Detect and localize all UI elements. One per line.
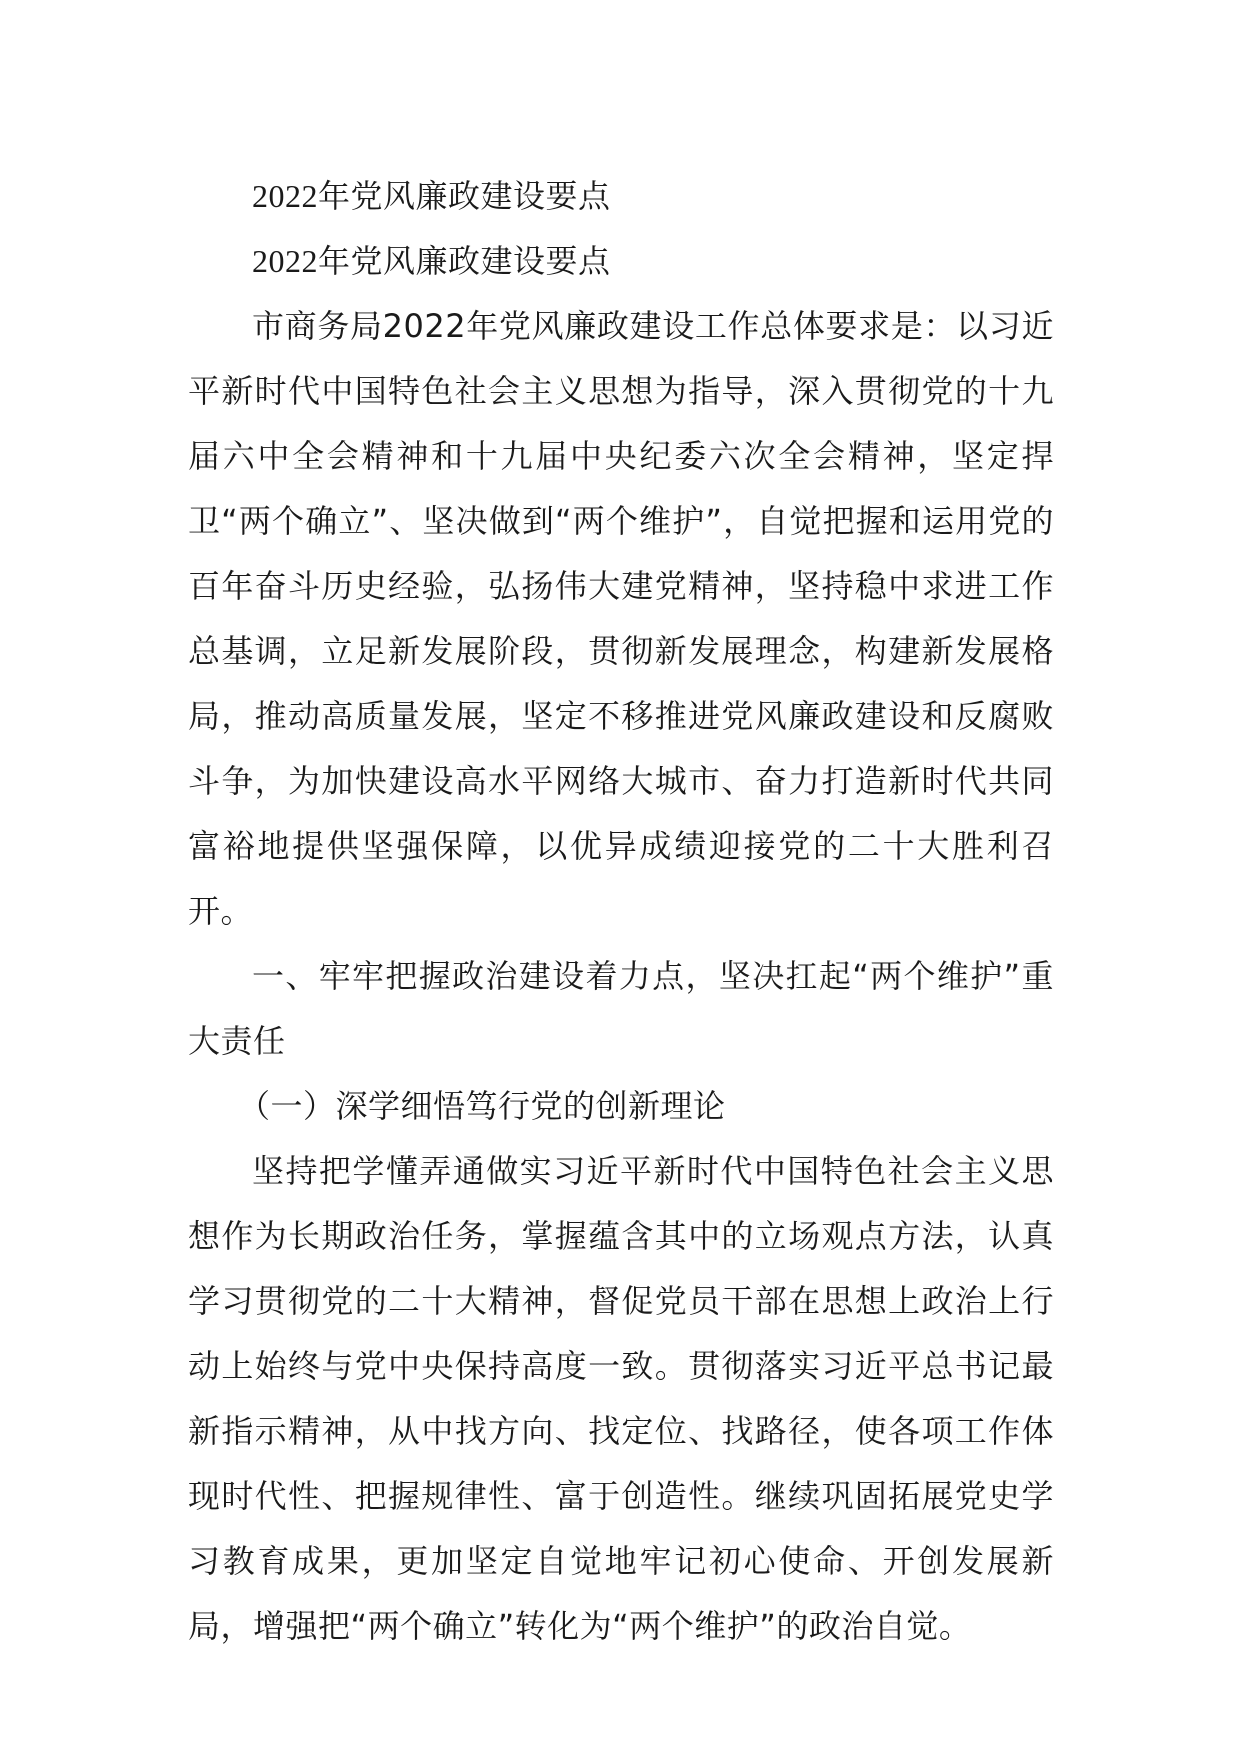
document-body (188, 164, 1054, 1659)
document-title-repeat: 2022年党风廉政建设要点 (252, 243, 611, 279)
section-heading: 一、牢牢把握政治建设着力点，坚决扛起“两个维护”重大责任 (188, 957, 1054, 1060)
subsection-heading: （一）深学细悟笃行党的创新理论 (238, 1087, 726, 1125)
document-title: 2022年党风廉政建设要点 (252, 178, 611, 214)
subsection-paragraph: 坚持把学懂弄通做实习近平新时代中国特色社会主义思想作为长期政治任务，掌握蕴含其中的立场观点方法，认真学习贯彻党的二十大精神，督促党员干部在思想上政治上行动上始终与党中央保持高度一致。贯彻落实习近平总书记最新指示精神，从中找方向、找定位、找路径，使各项工作体现时代性、把握规律性、富于创造性。继续巩固拓展党史学习教育成果，更加坚定自觉地牢记初心使命、开创发展新局，增强把“两个确立”转化为“两个维护”的政治自觉。 (188, 1152, 1054, 1645)
intro-paragraph: 市商务局2022年党风廉政建设工作总体要求是：以习近平新时代中国特色社会主义思想为指导，深入贯彻党的十九届六中全会精神和十九届中央纪委六次全会精神，坚定捍卫“两个确立”、坚决做到“两个维护”，自觉把握和运用党的百年奋斗历史经验，弘扬伟大建党精神，坚持稳中求进工作总基调，立足新发展阶段，贯彻新发展理念，构建新发展格局，推动高质量发展，坚定不移推进党风廉政建设和反腐败斗争，为加快建设高水平网络大城市、奋力打造新时代共同富裕地提供坚强保障，以优异成绩迎接党的二十大胜利召开。 (188, 307, 1054, 930)
